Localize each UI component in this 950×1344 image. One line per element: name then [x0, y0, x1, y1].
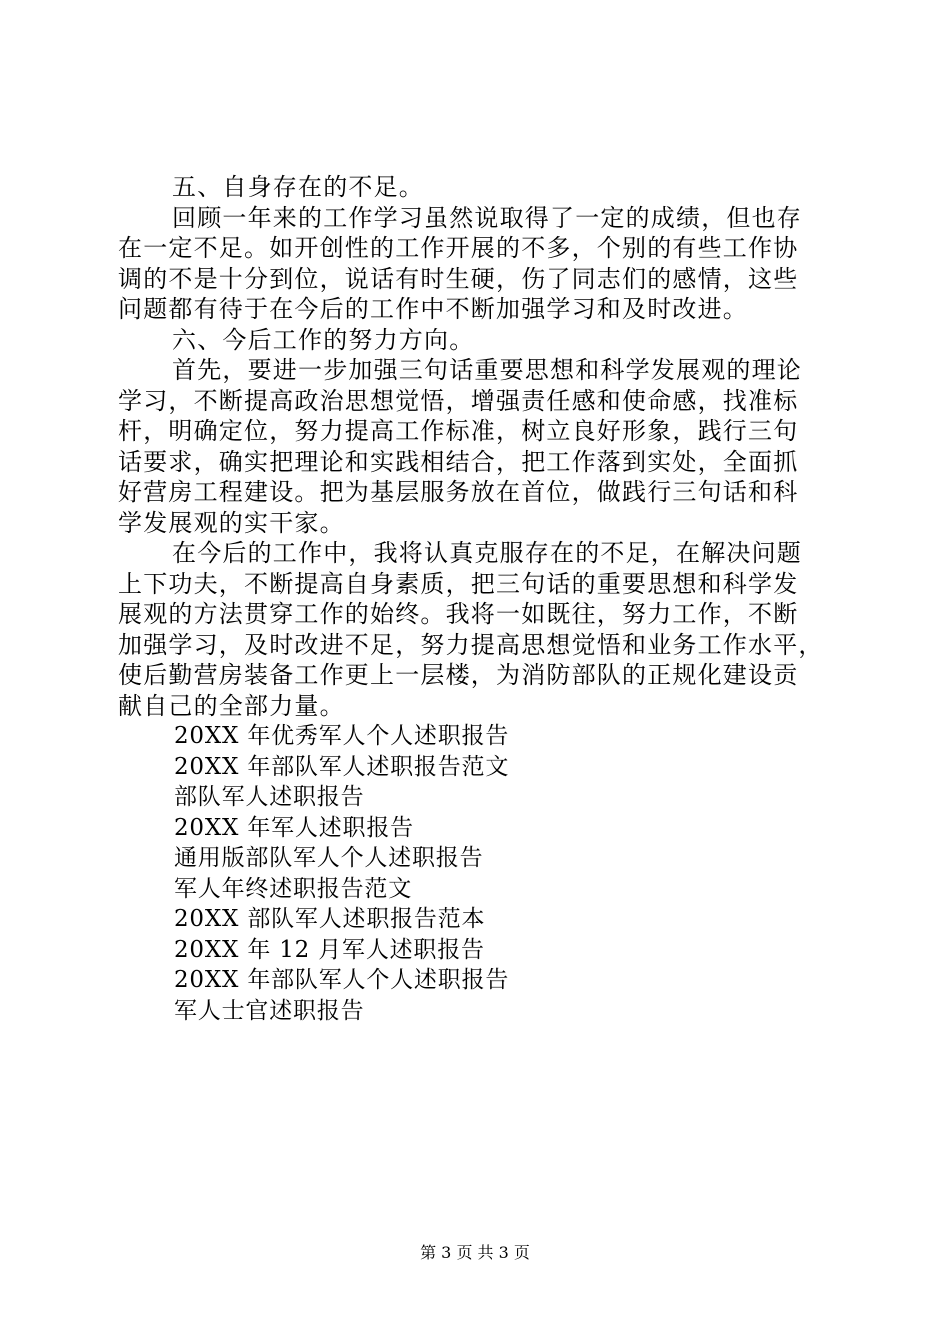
related-report-item[interactable]: 通用版部队军人个人述职报告 — [174, 845, 484, 871]
text-line: 献自己的全部力量。 — [118, 691, 345, 720]
related-report-item[interactable]: 部队军人述职报告 — [174, 784, 365, 810]
text-line: 学习，不断提高政治思想觉悟，增强责任感和使命感，找准标 — [118, 386, 799, 415]
text-line: 杆，明确定位，努力提高工作标准，树立良好形象，践行三句 — [118, 417, 799, 445]
text-line: 使后勤营房装备工作更上一层楼，为消防部队的正规化建设贡 — [118, 661, 799, 689]
text-line: 展观的方法贯穿工作的始终。我将一如既往，努力工作，不断 — [118, 600, 799, 628]
text-line: 六、今后工作的努力方向。 — [172, 325, 475, 354]
text-line: 首先，要进一步加强三句话重要思想和科学发展观的理论 — [172, 356, 802, 384]
text-line: 回顾一年来的工作学习虽然说取得了一定的成绩，但也存 — [172, 203, 802, 232]
text-line: 问题都有待于在今后的工作中不断加强学习和及时改进。 — [118, 295, 748, 323]
report-text — [118, 172, 838, 721]
text-line: 调的不是十分到位，说话有时生硬，伤了同志们的感情，这些 — [118, 264, 799, 293]
related-report-item[interactable]: 20XX 年 12 月军人述职报告 — [174, 936, 485, 963]
text-line: 学发展观的实干家。 — [118, 508, 345, 537]
related-report-item[interactable]: 军人年终述职报告范文 — [174, 875, 412, 902]
related-reports-list — [118, 721, 838, 1026]
related-report-item[interactable]: 20XX 年优秀军人个人述职报告 — [174, 723, 510, 749]
document-body — [118, 172, 838, 1026]
related-report-item[interactable]: 20XX 年军人述职报告 — [174, 814, 414, 841]
text-line: 在一定不足。如开创性的工作开展的不多，个别的有些工作协 — [118, 234, 799, 262]
text-line: 好营房工程建设。把为基层服务放在首位，做践行三句话和科 — [118, 478, 799, 506]
related-report-item[interactable]: 20XX 部队军人述职报告范本 — [174, 906, 486, 932]
related-report-item[interactable]: 军人士官述职报告 — [174, 997, 365, 1024]
text-line: 话要求，确实把理论和实践相结合，把工作落到实处，全面抓 — [118, 447, 799, 476]
page-number-footer: 第 3 页 共 3 页 — [420, 1243, 530, 1262]
text-line: 上下功夫，不断提高自身素质，把三句话的重要思想和科学发 — [118, 569, 799, 598]
related-report-item[interactable]: 20XX 年部队军人个人述职报告 — [174, 967, 510, 993]
text-line: 加强学习，及时改进不足，努力提高思想觉悟和业务工作水平， — [118, 630, 824, 659]
related-report-item[interactable]: 20XX 年部队军人述职报告范文 — [174, 753, 510, 780]
text-line: 在今后的工作中，我将认真克服存在的不足，在解决问题 — [172, 539, 802, 567]
text-line: 五、自身存在的不足。 — [172, 173, 424, 201]
